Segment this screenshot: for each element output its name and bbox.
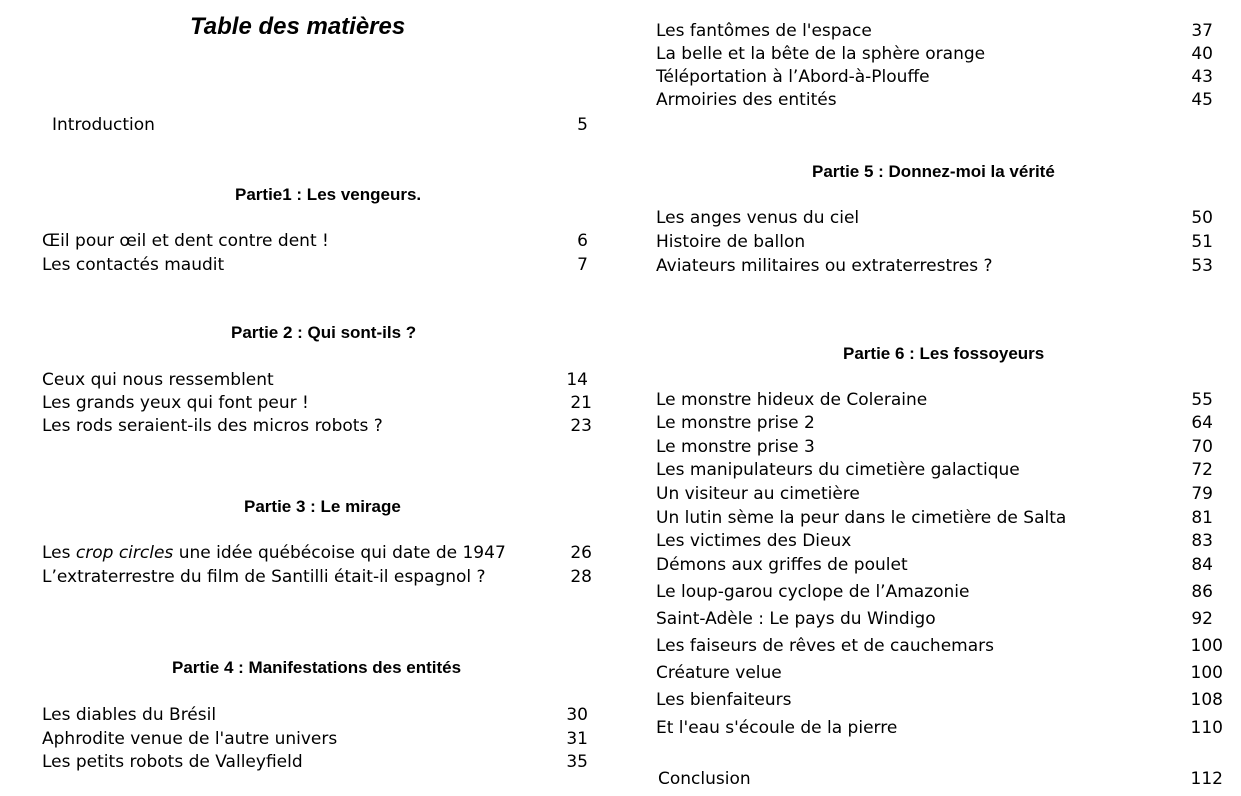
section-heading: Partie 5 : Donnez-moi la vérité bbox=[812, 162, 1055, 181]
toc-page-number: 64 bbox=[1191, 413, 1213, 433]
toc-entry: Ceux qui nous ressemblent bbox=[42, 370, 274, 390]
toc-entry: Les victimes des Dieux bbox=[656, 531, 852, 551]
toc-entry: Les bienfaiteurs bbox=[656, 690, 792, 710]
toc-page-number: 26 bbox=[570, 543, 592, 563]
toc-page-number: 28 bbox=[570, 567, 592, 587]
toc-page-number: 5 bbox=[577, 115, 588, 135]
toc-entry: Le monstre prise 2 bbox=[656, 413, 815, 433]
toc-entry-introduction: Introduction bbox=[52, 115, 155, 135]
toc-page-number: 100 bbox=[1190, 663, 1223, 683]
toc-page-number: 55 bbox=[1191, 390, 1213, 410]
toc-entry: Aviateurs militaires ou extraterrestres ? bbox=[656, 256, 993, 276]
toc-entry: Téléportation à l’Abord-à-Plouffe bbox=[656, 67, 930, 87]
toc-entry: La belle et la bête de la sphère orange bbox=[656, 44, 986, 64]
section-heading: Partie 3 : Le mirage bbox=[244, 497, 401, 516]
toc-entry: Les manipulateurs du cimetière galactique bbox=[656, 460, 1020, 480]
toc-page-number: 108 bbox=[1190, 690, 1223, 710]
toc-page-number: 81 bbox=[1191, 508, 1213, 528]
toc-page-number: 31 bbox=[566, 729, 588, 749]
toc-page-number: 50 bbox=[1191, 208, 1213, 228]
section-heading: Partie 2 : Qui sont-ils ? bbox=[231, 323, 417, 342]
toc-entry-text: une idée québécoise qui date de 1947 bbox=[173, 543, 506, 563]
toc-page-number: 92 bbox=[1191, 609, 1213, 629]
toc-entry: Le monstre prise 3 bbox=[656, 437, 815, 457]
toc-page-number: 110 bbox=[1190, 718, 1223, 738]
toc-entry: Créature velue bbox=[656, 663, 782, 683]
page-title: Table des matières bbox=[190, 13, 406, 40]
toc-entry: Les contactés maudit bbox=[42, 255, 225, 275]
toc-entry: Les grands yeux qui font peur ! bbox=[42, 393, 309, 413]
toc-page-number: 51 bbox=[1191, 232, 1213, 252]
toc-page-number: 14 bbox=[566, 370, 588, 390]
toc-entry: Aphrodite venue de l'autre univers bbox=[42, 729, 338, 749]
toc-entry: Armoiries des entités bbox=[656, 90, 837, 110]
section-heading: Partie1 : Les vengeurs. bbox=[235, 185, 422, 204]
section-heading: Partie 6 : Les fossoyeurs bbox=[843, 344, 1045, 363]
toc-entry-conclusion: Conclusion bbox=[658, 769, 751, 789]
toc-page-number: 100 bbox=[1190, 636, 1223, 656]
toc-entry: Les diables du Brésil bbox=[42, 705, 217, 725]
section-heading: Partie 4 : Manifestations des entités bbox=[172, 658, 462, 677]
toc-entry: Les fantômes de l'espace bbox=[656, 21, 872, 41]
toc-page-number: 23 bbox=[570, 416, 592, 436]
toc-page-number: 70 bbox=[1191, 437, 1213, 457]
toc-entry: Un visiteur au cimetière bbox=[656, 484, 860, 504]
toc-entry-text: Les bbox=[42, 543, 76, 563]
toc-page-number: 6 bbox=[577, 231, 588, 251]
toc-page-number: 43 bbox=[1191, 67, 1213, 87]
toc-page-number: 40 bbox=[1191, 44, 1213, 64]
toc-entry: Les rods seraient-ils des micros robots ? bbox=[42, 416, 383, 436]
toc-entry: Et l'eau s'écoule de la pierre bbox=[656, 718, 898, 738]
toc-page-number: 30 bbox=[566, 705, 588, 725]
toc-page-number: 53 bbox=[1191, 256, 1213, 276]
toc-entry: Les faiseurs de rêves et de cauchemars bbox=[656, 636, 994, 656]
toc-entry: Le monstre hideux de Coleraine bbox=[656, 390, 928, 410]
toc-page-number: 7 bbox=[577, 255, 588, 275]
toc-page-number: 35 bbox=[566, 752, 588, 772]
toc-page-number: 37 bbox=[1191, 21, 1213, 41]
toc-page-number: 86 bbox=[1191, 582, 1213, 602]
toc-page-number: 84 bbox=[1191, 555, 1213, 575]
toc-page-number: 45 bbox=[1191, 90, 1213, 110]
toc-entry: Histoire de ballon bbox=[656, 232, 806, 252]
toc-entry: Les petits robots de Valleyfield bbox=[42, 752, 303, 772]
toc-entry: Un lutin sème la peur dans le cimetière de Salta bbox=[656, 508, 1067, 528]
toc-entry-italic-term: crop circles bbox=[75, 543, 174, 563]
toc-page-number: 21 bbox=[570, 393, 592, 413]
toc-entry: Démons aux griffes de poulet bbox=[656, 555, 908, 575]
toc-page-number: 112 bbox=[1190, 769, 1223, 789]
toc-entry bbox=[42, 543, 506, 563]
toc-entry: Œil pour œil et dent contre dent ! bbox=[42, 231, 329, 251]
toc-page-number: 83 bbox=[1191, 531, 1213, 551]
toc-entry: L’extraterrestre du film de Santilli était-il espagnol ? bbox=[42, 567, 486, 587]
toc-page-number: 72 bbox=[1191, 460, 1213, 480]
toc-page-number: 79 bbox=[1191, 484, 1213, 504]
toc-entry: Le loup-garou cyclope de l’Amazonie bbox=[656, 582, 970, 602]
toc-entry: Saint-Adèle : Le pays du Windigo bbox=[656, 609, 936, 629]
toc-entry: Les anges venus du ciel bbox=[656, 208, 860, 228]
